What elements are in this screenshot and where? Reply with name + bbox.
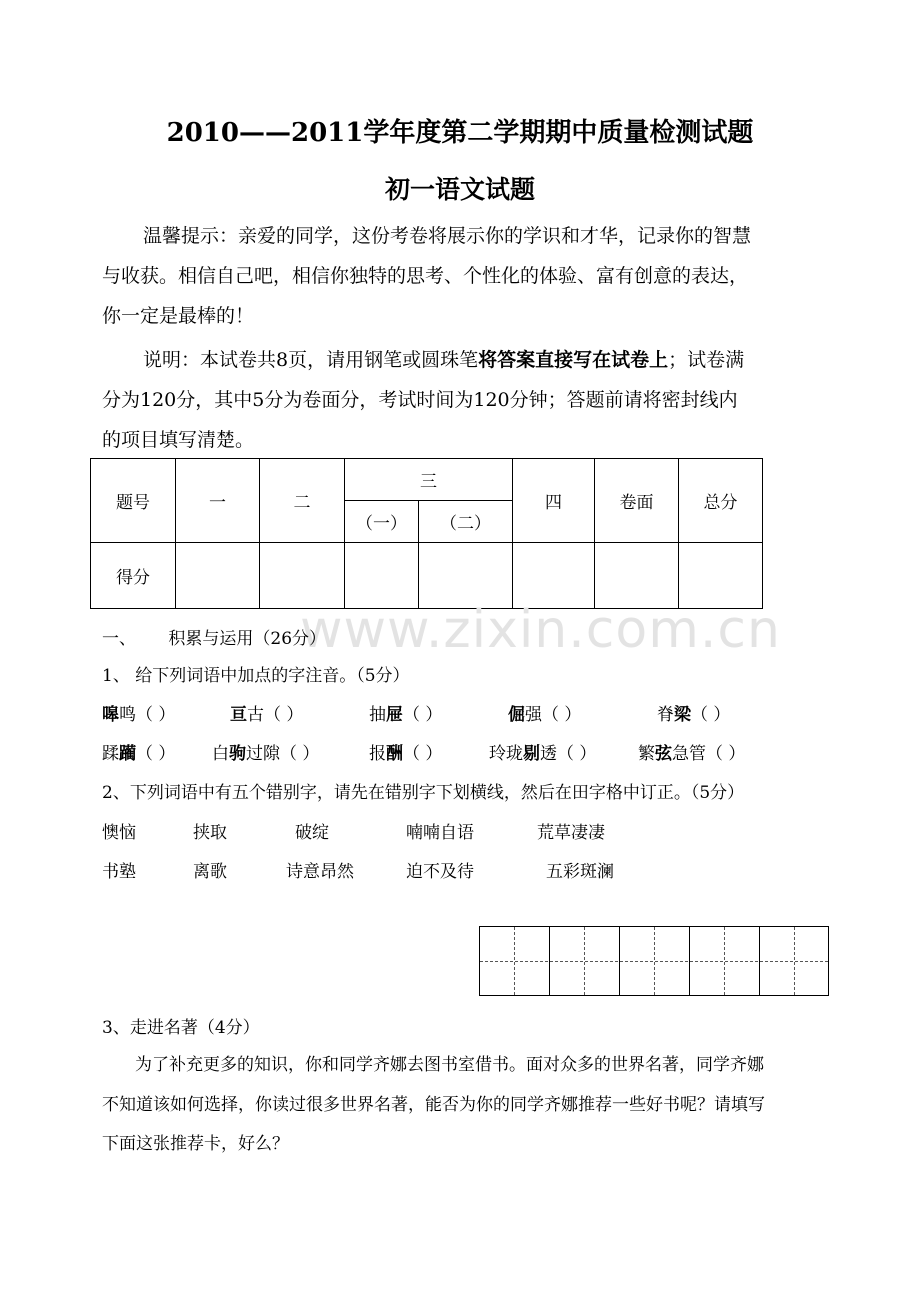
- score-row-label: 得分: [91, 543, 176, 609]
- q1-item: 白驹过隙（ ）: [212, 744, 320, 764]
- q2-word: 荒草凄凄: [537, 823, 605, 843]
- q1-item: 亘古（ ）: [230, 705, 304, 725]
- q1-item: 繁弦急管（ ）: [638, 744, 746, 764]
- grid-line: [759, 927, 760, 995]
- q2-word: 书塾: [102, 862, 136, 882]
- notes-text: 说明：本试卷共8页，请用钢笔或圆珠笔: [143, 349, 479, 371]
- score-cell-1[interactable]: [176, 543, 260, 609]
- tips-line-1: 温馨提示：亲爱的同学，这份考卷将展示你的学识和才华，记录你的智慧: [143, 225, 752, 247]
- score-cell-3-1[interactable]: [345, 543, 419, 609]
- grid-line: [584, 927, 585, 995]
- q3-line-3: 下面这张推荐卡，好么？: [102, 1134, 289, 1154]
- notes-line-1: [143, 345, 744, 372]
- exam-subtitle: 初一语文试题: [384, 175, 535, 204]
- score-cell-3-2[interactable]: [419, 543, 513, 609]
- q2-word: 五彩斑澜: [546, 862, 614, 882]
- grid-line: [689, 927, 690, 995]
- score-table: [90, 458, 763, 609]
- q1-item: 抽屉（ ）: [369, 705, 443, 725]
- notes-line-2: 分为120分，其中5分为卷面分，考试时间为120分钟；答题前请将密封线内: [102, 389, 738, 411]
- q2-word: 迫不及待: [406, 862, 474, 882]
- header-cell-number: 题号: [91, 459, 176, 543]
- exam-title: 2010——2011学年度第二学期期中质量检测试题: [166, 118, 754, 148]
- q1-item: 嗥鸣（ ）: [102, 705, 176, 725]
- score-cell-2[interactable]: [260, 543, 345, 609]
- header-cell-3-1: （一）: [345, 501, 419, 543]
- grid-line: [514, 927, 515, 995]
- header-cell-total: 总分: [679, 459, 763, 543]
- q1-item: 玲珑剔透（ ）: [489, 744, 597, 764]
- q3-line-1: 为了补充更多的知识，你和同学齐娜去图书室借书。面对众多的世界名著，同学齐娜: [135, 1055, 764, 1075]
- notes-line-3: 的项目填写清楚。: [102, 429, 255, 451]
- tianzige-grid[interactable]: [479, 926, 829, 996]
- score-cell-4[interactable]: [513, 543, 595, 609]
- grid-line: [724, 927, 725, 995]
- q1-item: 报酬（ ）: [369, 744, 443, 764]
- q2-prompt: 2、下列词语中有五个错别字，请先在错别字下划横线，然后在田字格中订正。（5分）: [102, 783, 745, 803]
- header-cell-neatness: 卷面: [595, 459, 679, 543]
- tips-line-3: 你一定是最棒的！: [102, 305, 255, 327]
- grid-line: [654, 927, 655, 995]
- q2-word: 懊恼: [102, 823, 136, 843]
- score-cell-neatness[interactable]: [595, 543, 679, 609]
- grid-line: [794, 927, 795, 995]
- q2-word: 挟取: [193, 823, 227, 843]
- q1-item: 脊梁（ ）: [657, 705, 731, 725]
- q2-word: 离歌: [193, 862, 227, 882]
- q1-item: 蹂躏（ ）: [102, 744, 176, 764]
- grid-line: [549, 927, 550, 995]
- q3-prompt: 3、走进名著（4分）: [102, 1018, 260, 1038]
- q2-word: 喃喃自语: [406, 823, 474, 843]
- header-cell-3-2: （二）: [419, 501, 513, 543]
- score-cell-total[interactable]: [679, 543, 763, 609]
- notes-bold-instruction: 将答案直接写在试卷上: [478, 349, 669, 371]
- q1-item: 倔强（ ）: [508, 705, 582, 725]
- q3-line-2: 不知道该如何选择，你读过很多世界名著，能否为你的同学齐娜推荐一些好书呢？请填写: [102, 1095, 765, 1115]
- header-cell-2: 二: [260, 459, 345, 543]
- notes-text-end: ；试卷满: [668, 349, 745, 371]
- q2-word: 诗意昂然: [286, 862, 354, 882]
- header-cell-3: 三: [345, 459, 513, 501]
- q2-word: 破绽: [295, 823, 329, 843]
- header-cell-4: 四: [513, 459, 595, 543]
- header-cell-1: 一: [176, 459, 260, 543]
- section-1-heading: 一、 积累与运用（26分）: [102, 629, 327, 649]
- tips-line-2: 与收获。相信自己吧，相信你独特的思考、个性化的体验、富有创意的表达，: [102, 265, 749, 287]
- watermark: www.zixin.com.cn: [300, 600, 781, 660]
- q1-prompt: 1、 给下列词语中加点的字注音。（5分）: [102, 666, 410, 686]
- grid-line: [619, 927, 620, 995]
